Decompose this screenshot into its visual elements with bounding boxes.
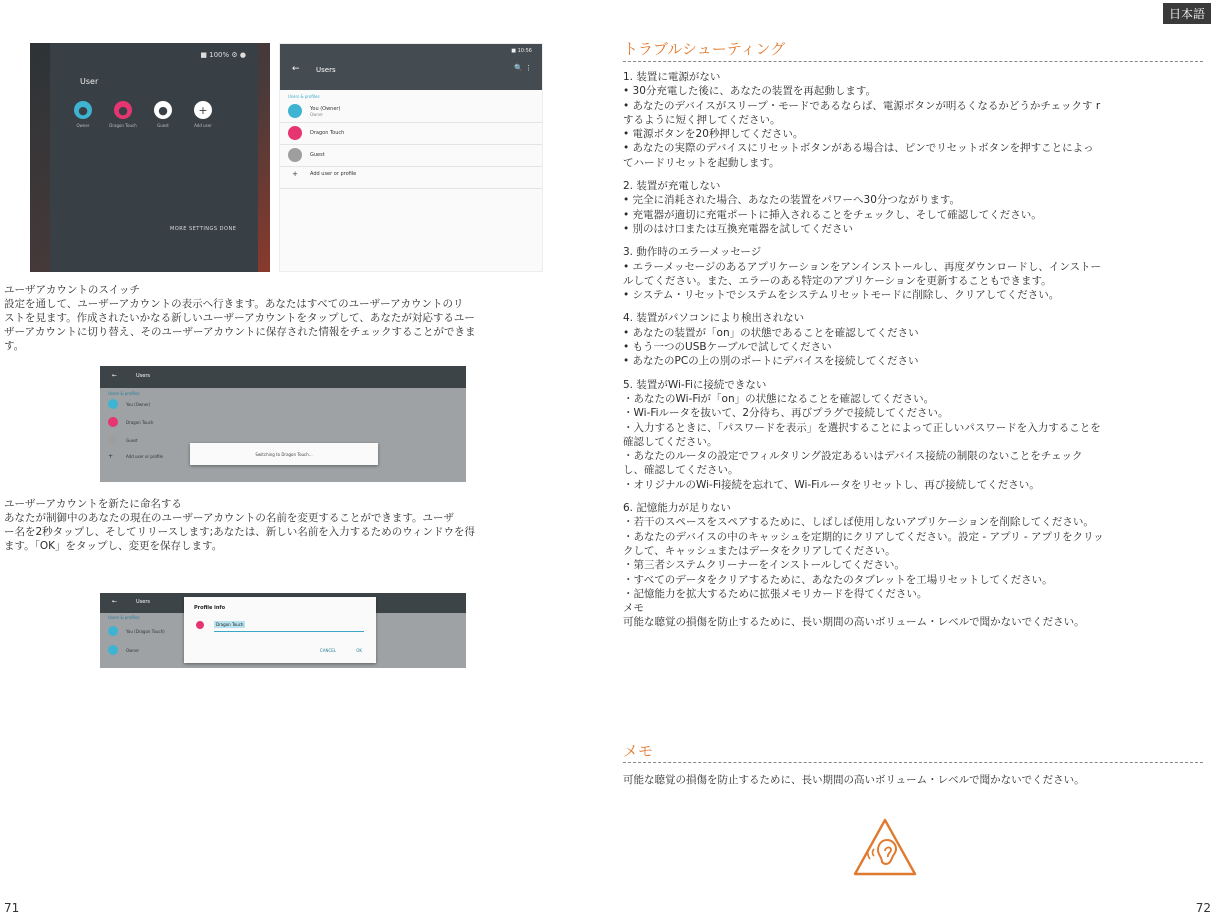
issue-line: • 電源ボタンを20秒押してください。: [623, 128, 804, 141]
caption-line: ザーアカウントに切り替え、そのユーザーアカウントに保存された情報をチェックすることができま: [4, 326, 476, 338]
issue-line: ・すべてのデータをクリアするために、あなたのタブレットを工場リセットしてください。: [623, 573, 1053, 586]
user-icon: ●: [114, 101, 132, 119]
user-name: Add user or profile: [126, 454, 164, 459]
section-title: トラブルシューティング: [623, 40, 786, 58]
issue-heading: 6. 記憶能力が足りない: [623, 502, 731, 515]
memo-title: メモ: [623, 742, 654, 760]
section-gap: [623, 236, 1198, 245]
caption-line: 設定を通して、ユーザーアカウントの表示へ行きます。あなたはすべてのユーザーアカウントのリ: [4, 298, 464, 310]
cancel-button[interactable]: CANCEL: [319, 648, 336, 653]
section-header: Users & profiles: [108, 615, 140, 620]
users-settings-screenshot: [279, 43, 543, 272]
list-item: [108, 399, 150, 409]
troubleshooting-body: [623, 70, 1198, 630]
avatar: [288, 126, 302, 140]
avatar-item[interactable]: [194, 101, 212, 128]
avatar: [108, 645, 118, 655]
dialog-title: Profile info: [194, 605, 226, 611]
issue-heading: 1. 装置に電源がない: [623, 71, 721, 83]
user-switcher-screenshot: [30, 43, 270, 272]
user-heading: User: [80, 77, 99, 86]
list-item: [108, 645, 139, 655]
section-gap: [623, 302, 1198, 311]
issue-heading: 5. 装置がWi-Fiに接続できない: [623, 378, 767, 391]
row-text: [310, 130, 344, 136]
user-name: You (Owner): [310, 105, 341, 112]
user-panel: [50, 43, 258, 272]
add-user-icon: +: [194, 101, 212, 119]
back-arrow-icon: ←: [292, 64, 300, 74]
issue-heading: 4. 装置がパソコンにより検出されない: [623, 312, 805, 325]
user-icon: ●: [74, 101, 92, 119]
caption-rename-account: [4, 497, 564, 553]
switching-dialog: [190, 443, 378, 465]
issue-heading: 2. 装置が充電しない: [623, 180, 721, 193]
left-page: [0, 0, 609, 918]
avatar: [108, 399, 118, 409]
issue-line: ・あなたのルータの設定でフィルタリング設定あるいはデバイス接続の制限のないことをチェック: [623, 450, 1083, 463]
app-bar: [280, 44, 542, 90]
switching-user-screenshot: [100, 366, 466, 482]
issue-line: てハードリセットを起動します。: [623, 156, 780, 169]
add-icon: +: [108, 453, 114, 460]
issue-line: • 充電器が適切に充電ポートに挿入されることをチェックし、そして確認してください。: [623, 208, 1042, 221]
list-item: [108, 417, 153, 427]
issue-line: • 30分充電した後に、あなたの装置を再起動します。: [623, 85, 877, 98]
avatar-row: [74, 101, 212, 128]
memo-divider: [623, 762, 1203, 763]
profile-info-dialog: [184, 597, 376, 663]
avatar-item[interactable]: [74, 101, 92, 128]
row-text: [310, 171, 356, 177]
avatar-label: Owner: [76, 123, 90, 128]
row-text: [310, 106, 340, 117]
issue-line: • あなたのデバイスがスリープ・モードであるならば、電源ボタンが明るくなるかどうかチェックす r: [623, 99, 1101, 112]
name-input[interactable]: Dragon Touch: [216, 622, 244, 627]
user-name: You (Owner): [126, 401, 151, 407]
issue-line: 可能な聴覚の損傷を防止するために、長い期間の高いボリューム・レベルで聞かないでください。: [623, 616, 1085, 629]
row-divider: [280, 166, 542, 167]
title-divider: [623, 61, 1203, 62]
caption-line: ー名を2秒タップし、そしてリリースします;あなたは、新しい名前を入力するためのウィンドウを得: [4, 526, 476, 538]
issue-line: 確認してください。: [623, 435, 718, 448]
issue-line: ・記憶能力を拡大するために拡張メモリカードを得てください。: [623, 587, 928, 600]
avatar: [108, 626, 118, 636]
avatar: [196, 621, 204, 629]
avatar: [108, 435, 118, 445]
issue-line: ルしてください。また、エラーのある特定のアプリケーションを更新することもできます。: [623, 274, 1052, 287]
back-arrow-icon: ←: [112, 598, 118, 605]
row-text: [310, 152, 325, 158]
status-bar: ■ 10:56: [511, 48, 532, 54]
issue-line: ・オリジナルのWi-Fi接続を忘れて、Wi-Fiルータをリセットし、再び接続してください。: [623, 478, 1040, 491]
section-gap: [623, 492, 1198, 501]
list-item[interactable]: [288, 104, 340, 118]
status-bar: ■ 100% ⚙ ●: [200, 51, 246, 59]
user-name: Owner: [126, 647, 140, 653]
list-item: [108, 435, 138, 445]
avatar: [108, 417, 118, 427]
section-gap: [623, 369, 1198, 378]
list-item[interactable]: [288, 170, 356, 178]
list-item: [108, 626, 165, 636]
user-name: You (Dragon Touch): [126, 628, 165, 634]
avatar-item[interactable]: [109, 101, 137, 128]
list-item[interactable]: [288, 148, 325, 162]
caption-line: あなたが制御中のあなたの現在のユーザーアカウントの名前を変更することができます。ユーザ: [4, 512, 455, 524]
user-name: Dragon Touch: [310, 130, 345, 136]
avatar-label: Dragon Touch: [109, 123, 137, 128]
user-name: Dragon Touch: [126, 419, 154, 425]
issue-line: ・Wi-Fiルータを抜いて、2分待ち、再びプラグで接続してください。: [623, 407, 949, 420]
language-badge: 日本語: [1163, 3, 1211, 24]
issue-line: ・入力するときに、「パスワードを表示」を選択することによって正しいパスワードを入力することを: [623, 421, 1101, 434]
issue-line: • もう一つのUSBケーブルで試してください: [623, 341, 832, 354]
right-page: [609, 0, 1219, 918]
issue-line: • 別のはけ口または互換充電器を試してください: [623, 222, 854, 235]
caption-line: す。: [4, 340, 25, 352]
section-header: Users & profiles: [108, 391, 140, 396]
issue-line: • 完全に消耗された場合、あなたの装置をパワーへ30分つながります。: [623, 194, 961, 207]
user-icon: ●: [154, 101, 172, 119]
issue-line: • あなたのPCの上の別のポートにデバイスを接続してください: [623, 355, 919, 368]
row-divider: [280, 122, 542, 123]
user-name: Guest: [126, 437, 138, 443]
caption-switch-account: [4, 283, 564, 353]
issue-heading: 3. 動作時のエラーメッセージ: [623, 246, 762, 259]
dialog-text: Switching to Dragon Touch...: [255, 452, 313, 457]
issue-line: • あなたの実際のデバイスにリセットボタンがある場合は、ピンでリセットボタンを押すことによっ: [623, 142, 1094, 155]
list-item[interactable]: [288, 126, 344, 140]
issue-line: ・第三者システムクリーナーをインストールしてください。: [623, 559, 905, 572]
avatar-label: Guest: [157, 123, 169, 128]
issue-line: • あなたの装置が「on」の状態であることを確認してください: [623, 326, 919, 339]
list-item: [108, 453, 163, 460]
issue-line: ・あなたのWi-Fiが「on」の状態になることを確認してください。: [623, 392, 935, 405]
memo-text: 可能な聴覚の損傷を防止するために、長い期間の高いボリューム・レベルで聞かないでください。: [623, 774, 1085, 786]
issue-line: ・あなたのデバイスの中のキャッシュを定期的にクリアしてください。設定 - アプリ - アプリをクリッ: [623, 530, 1104, 543]
issue-line: ・若干のスペースをスペアするために、しばしば使用しないアプリケーションを削除してください。: [623, 516, 1094, 529]
app-bar-title: Users: [136, 599, 151, 605]
section-gap: [623, 170, 1198, 179]
avatar: [288, 104, 302, 118]
hearing-warning-icon: [852, 817, 918, 877]
app-bar-title: Users: [316, 66, 336, 74]
panel-buttons: MORE SETTINGS DONE: [170, 226, 237, 232]
user-name: Add user or profile: [310, 171, 357, 177]
search-icon: 🔍 ⋮: [514, 64, 532, 72]
page-number: 71: [4, 901, 20, 915]
user-name: Guest: [310, 152, 325, 158]
avatar-label: Add user: [194, 123, 212, 128]
app-bar: [100, 366, 466, 388]
caption-line: ストを見ます。作成されたいかなる新しいユーザーアカウントをタップして、あなたが対応するユー: [4, 312, 475, 324]
caption-line: ます。「OK」をタップし、変更を保存します。: [4, 540, 223, 552]
issue-line: • システム・リセットでシステムをシステムリセットモードに削除し、クリアしてください。: [623, 289, 1060, 302]
caption-heading: ユーザアカウントのスイッチ: [4, 284, 140, 296]
row-divider: [280, 144, 542, 145]
issue-line: するように短く押してください。: [623, 113, 781, 126]
issue-line: クして、キャッシュまたはデータをクリアしてください。: [623, 544, 896, 557]
caption-heading: ユーザーアカウントを新たに命名する: [4, 498, 182, 510]
profile-info-screenshot: [100, 593, 466, 668]
issue-line: し、確認してください。: [623, 464, 739, 477]
issue-line: • エラーメッセージのあるアプリケーションをアンインストールし、再度ダウンロードし、インストー: [623, 260, 1102, 273]
input-underline: [214, 631, 364, 632]
section-header: Users & profiles: [288, 94, 320, 99]
app-bar-title: Users: [136, 373, 151, 379]
back-arrow-icon: ←: [112, 372, 118, 379]
page-number: 72: [1195, 901, 1211, 915]
ok-button[interactable]: OK: [356, 648, 362, 653]
row-divider: [280, 188, 542, 189]
user-sub: Owner: [310, 111, 324, 117]
avatar: [288, 148, 302, 162]
avatar-item[interactable]: [154, 101, 172, 128]
issue-line: メモ: [623, 602, 644, 615]
add-icon: +: [292, 170, 298, 178]
